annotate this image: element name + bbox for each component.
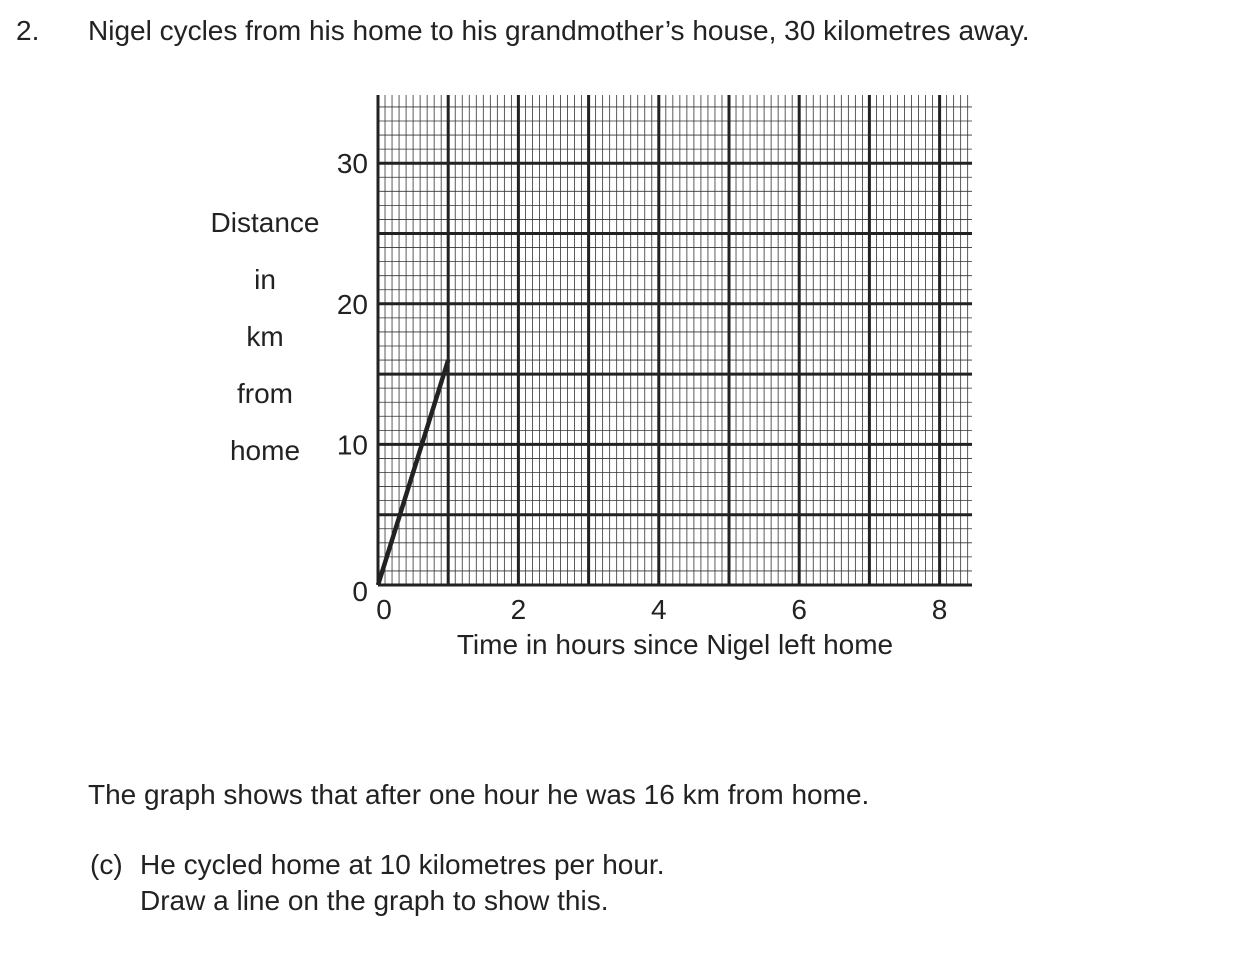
y-axis-label-line-4: from <box>237 378 293 409</box>
statement-text: The graph shows that after one hour he was 16 km from home. <box>88 779 870 810</box>
part-c-label: (c) <box>90 849 123 880</box>
x-tick-label: 6 <box>791 594 807 625</box>
x-tick-label: 2 <box>510 594 527 625</box>
x-tick-label: 4 <box>651 594 667 625</box>
part-c-instruction-2: Draw a line on the graph to show this. <box>140 885 609 916</box>
minor-grid <box>378 95 972 585</box>
x-tick-label: 0 <box>376 594 392 625</box>
major-grid <box>378 95 972 585</box>
part-c-instruction-1: He cycled home at 10 kilometres per hour. <box>140 849 665 880</box>
y-axis-label-line-5: home <box>229 435 301 466</box>
x-tick-label: 8 <box>931 594 948 625</box>
y-axis-label-line-3: km <box>246 321 284 352</box>
y-axis-label-line-2: in <box>254 264 276 295</box>
question-text: Nigel cycles from his home to his grandmother’s house, 30 kilometres away. <box>88 15 1030 46</box>
y-axis-label-line-1: Distance <box>210 207 320 238</box>
question-number: 2. <box>16 15 40 46</box>
axes <box>378 95 972 585</box>
y-tick-label: 0 <box>352 576 368 607</box>
y-tick-label: 30 <box>336 148 368 180</box>
y-tick-label: 10 <box>336 429 368 461</box>
x-axis-label: Time in hours since Nigel left home <box>456 629 894 660</box>
y-tick-label: 20 <box>336 288 368 320</box>
